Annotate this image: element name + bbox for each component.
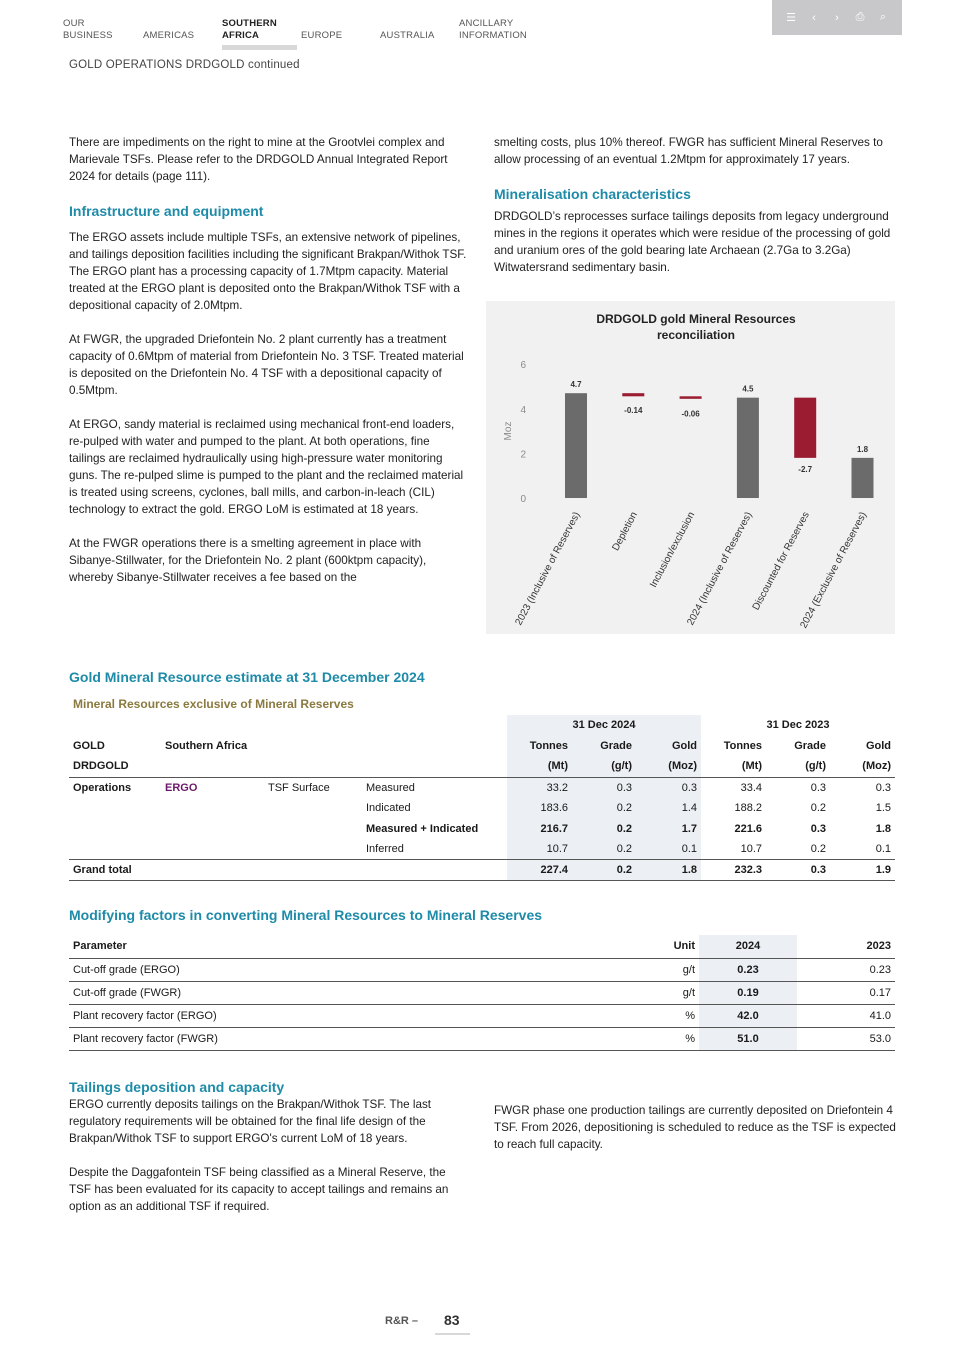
tonnes-2023: 188.2 bbox=[734, 802, 762, 815]
data-label: 4.5 bbox=[742, 384, 754, 394]
header-region: Southern Africa bbox=[165, 740, 248, 753]
grade-2023: 0.2 bbox=[810, 802, 826, 815]
grade-2023: 0.2 bbox=[766, 839, 830, 860]
value-2024: 0.19 bbox=[699, 981, 797, 1004]
gold-2024: 0.1 bbox=[636, 839, 701, 860]
grand-total-row bbox=[69, 860, 895, 881]
paragraph: At FWGR, the upgraded Driefontein No. 2 plant currently has a treatment capacity of 0.6Mtpm of material from Driefontein No. 3 TSF. Treated material is deposited on the Driefontein No. 4 TSF with a depositional capacity of 0.5Mtpm. bbox=[69, 333, 464, 397]
paragraph: Despite the Daggafontein TSF being classified as a Mineral Reserve, the TSF has been evaluated for its capacity to accept tailings and remains an option as an additional TSF if required. bbox=[69, 1166, 449, 1213]
y-tick-label: 0 bbox=[520, 494, 526, 505]
gold-2023: 1.9 bbox=[830, 860, 895, 881]
resource-table-subtitle: Mineral Resources exclusive of Mineral Reserves bbox=[73, 697, 354, 711]
tonnes-2024: 216.7 bbox=[507, 818, 572, 839]
grade-2023: 0.3 bbox=[810, 822, 826, 835]
paragraph: FWGR phase one production tailings are currently deposited on Driefontein 4 TSF. From 2026, depositioning is scheduled to reduce as the TSF is expected to reach full capacity. bbox=[494, 1104, 896, 1151]
chart-bar bbox=[680, 396, 702, 399]
period-header-row bbox=[69, 715, 895, 736]
modifying-factors-table bbox=[69, 935, 895, 1051]
chart-title-line2: reconciliation bbox=[656, 328, 736, 342]
grade-2024: 0.2 bbox=[572, 860, 636, 881]
unit: % bbox=[589, 1027, 699, 1050]
top-navigation bbox=[63, 18, 763, 58]
heading-infrastructure: Infrastructure and equipment bbox=[69, 203, 264, 219]
grade-2023: 0.3 bbox=[810, 781, 826, 794]
header-2024: 2024 bbox=[699, 935, 797, 958]
heading-tailings: Tailings deposition and capacity bbox=[69, 1079, 285, 1095]
value-2023: 53.0 bbox=[797, 1027, 895, 1050]
gold-2023: 0.1 bbox=[830, 839, 895, 860]
gold-2024: 1.8 bbox=[636, 860, 701, 881]
tonnes-2023: 232.3 bbox=[701, 860, 766, 881]
period-2023: 31 Dec 2023 bbox=[766, 719, 830, 732]
nav-label-line2: AFRICA bbox=[222, 30, 260, 41]
gold-2023: 1.8 bbox=[875, 822, 891, 835]
menu-icon[interactable]: ☰ bbox=[786, 12, 796, 24]
paragraph: DRDGOLD’s reprocesses surface tailings deposits from legacy underground mines in the regions it operates which were residue of the processing of gold and uranium ores of the gold bearing late Archaean (2.7Ga to 3.2Ga) Witwatersrand sedimentary basin. bbox=[494, 210, 891, 274]
grand-total-label: Grand total bbox=[69, 860, 161, 881]
category-label: Depletion bbox=[610, 510, 640, 553]
unit-header-row bbox=[69, 756, 895, 777]
heading-mineralisation: Mineralisation characteristics bbox=[494, 186, 691, 202]
reconciliation-chart bbox=[486, 301, 895, 634]
nav-our-business[interactable] bbox=[63, 18, 113, 42]
chart-bar bbox=[794, 398, 816, 458]
chart-bar bbox=[565, 393, 587, 498]
gold-2023: 1.5 bbox=[875, 802, 891, 815]
data-label: -0.06 bbox=[681, 409, 700, 419]
nav-label-line1: ANCILLARY bbox=[459, 18, 514, 29]
tonnes-2024: 10.7 bbox=[507, 839, 572, 860]
gold-2024: 1.4 bbox=[636, 798, 701, 819]
paragraph: There are impediments on the right to mine at the Grootvlei complex and Marievale TSFs. Please refer to the DRDGOLD Annual Integrated Report 2024 for details (page 111). bbox=[69, 136, 448, 183]
resource-table bbox=[69, 715, 895, 881]
header-company: DRDGOLD bbox=[69, 756, 161, 777]
parameter: Cut-off grade (FWGR) bbox=[69, 981, 589, 1004]
header-unit: Unit bbox=[589, 935, 699, 958]
category: Inferred bbox=[362, 839, 507, 860]
nav-label-line2: INFORMATION bbox=[459, 30, 527, 41]
tonnes-2023: 221.6 bbox=[734, 822, 762, 835]
value-2023: 0.23 bbox=[797, 958, 895, 981]
unit-tonnes-2024: (Mt) bbox=[507, 756, 572, 777]
table-row bbox=[69, 818, 895, 839]
tonnes-2024: 183.6 bbox=[507, 798, 572, 819]
operations-label: Operations bbox=[73, 781, 132, 794]
category-label: 2023 (Inclusive of Reserves) bbox=[513, 510, 583, 628]
chart-bar bbox=[622, 393, 644, 396]
tailings-left-column bbox=[69, 1078, 469, 1232]
header-2023: 2023 bbox=[797, 935, 895, 958]
gold-2024: 0.3 bbox=[636, 777, 701, 798]
gold-2023: 0.3 bbox=[875, 781, 891, 794]
nav-label-line2: AMERICAS bbox=[143, 30, 195, 41]
tonnes-2023: 33.4 bbox=[740, 781, 762, 794]
parameter: Cut-off grade (ERGO) bbox=[69, 958, 589, 981]
grade-2023: 0.3 bbox=[766, 860, 830, 881]
chevron-left-icon[interactable]: ‹ bbox=[812, 11, 816, 24]
chevron-right-icon[interactable]: › bbox=[835, 11, 839, 24]
paragraph: At ERGO, sandy material is reclaimed using mechanical front-end loaders, re-pulped with water and pumped to the plant. At both operations, fine tailings are reclaimed hydraulically using high-pressure water monitoring guns. The re-pulped slime is pumped to the plant and the reclaimed material is treated using screens, cyclones, ball mills, and carbon-in-leach (CIL) technology to extract the gold. ERGO LoM is estimated at 18 years. bbox=[69, 418, 464, 516]
table-row bbox=[69, 1004, 895, 1027]
left-column bbox=[69, 134, 469, 603]
modifying-header-row bbox=[69, 935, 895, 958]
right-column bbox=[494, 134, 896, 293]
table-row bbox=[69, 981, 895, 1004]
category-label: Inclusion/exclusion bbox=[648, 510, 698, 590]
unit: % bbox=[589, 1004, 699, 1027]
data-label: -0.14 bbox=[624, 406, 643, 416]
period-2024: 31 Dec 2024 bbox=[507, 715, 701, 736]
nav-ancillary-information[interactable] bbox=[459, 18, 527, 42]
y-tick-label: 2 bbox=[520, 449, 526, 461]
data-label: 4.7 bbox=[570, 380, 582, 390]
grade-2024: 0.3 bbox=[572, 777, 636, 798]
active-nav-indicator bbox=[222, 45, 297, 50]
header-tonnes-2024: Tonnes bbox=[507, 736, 572, 757]
table-row bbox=[69, 798, 895, 819]
unit: g/t bbox=[589, 958, 699, 981]
unit-tonnes-2023: (Mt) bbox=[701, 756, 766, 777]
chart-bar bbox=[737, 398, 759, 498]
unit: g/t bbox=[589, 981, 699, 1004]
table-row bbox=[69, 839, 895, 860]
table-row bbox=[69, 1027, 895, 1050]
grade-2024: 0.2 bbox=[572, 818, 636, 839]
section-header: GOLD OPERATIONS DRDGOLD continued bbox=[69, 59, 300, 71]
paragraph: At the FWGR operations there is a smelting agreement in place with Sibanye-Stillwater, for the Driefontein No. 2 plant (600ktpm capacity), whereby Sibanye-Stillwater receives a fee based on the bbox=[69, 537, 427, 584]
category: Measured + Indicated bbox=[366, 822, 479, 835]
search-icon[interactable]: ⌕ bbox=[879, 11, 887, 23]
value-2024: 51.0 bbox=[699, 1027, 797, 1050]
parameter: Plant recovery factor (ERGO) bbox=[69, 1004, 589, 1027]
toolbar bbox=[772, 0, 902, 35]
chart-bar bbox=[852, 458, 874, 498]
nav-label-line2: BUSINESS bbox=[63, 30, 113, 41]
grade-2024: 0.2 bbox=[572, 798, 636, 819]
nav-label-line1: SOUTHERN bbox=[222, 18, 277, 29]
grade-2024: 0.2 bbox=[572, 839, 636, 860]
value-2023: 0.17 bbox=[797, 981, 895, 1004]
data-label: -2.7 bbox=[798, 464, 813, 474]
unit-gold-2024: (Moz) bbox=[636, 756, 701, 777]
nav-southern-africa[interactable] bbox=[222, 18, 277, 42]
y-axis-label: Moz bbox=[503, 421, 514, 441]
table-row bbox=[69, 958, 895, 981]
category-label: 2024 (Inclusive of Reserves) bbox=[685, 510, 755, 628]
chart-title-line1: DRDGOLD gold Mineral Resources bbox=[596, 312, 796, 326]
unit-gold-2023: (Moz) bbox=[830, 756, 895, 777]
tonnes-2024: 33.2 bbox=[507, 777, 572, 798]
nav-label-line2: AUSTRALIA bbox=[380, 30, 435, 41]
header-grade-2023: Grade bbox=[794, 740, 826, 753]
parameter: Plant recovery factor (FWGR) bbox=[69, 1027, 589, 1050]
value-2024: 42.0 bbox=[699, 1004, 797, 1027]
unit-grade-2023: (g/t) bbox=[766, 756, 830, 777]
value-2023: 41.0 bbox=[797, 1004, 895, 1027]
resource-table-title: Gold Mineral Resource estimate at 31 December 2024 bbox=[69, 669, 425, 685]
chart-canvas bbox=[486, 301, 895, 634]
header-tonnes-2023: Tonnes bbox=[723, 740, 762, 753]
modifying-table-title: Modifying factors in converting Mineral Resources to Mineral Reserves bbox=[69, 907, 543, 923]
table-row bbox=[69, 777, 895, 798]
category-label: 2024 (Exclusive of Reserves) bbox=[798, 510, 870, 631]
nav-label-line2: EUROPE bbox=[301, 30, 343, 41]
footer-label: R&R – bbox=[385, 1315, 419, 1327]
nav-australia[interactable] bbox=[380, 18, 435, 42]
mine-name: ERGO bbox=[165, 781, 198, 794]
header-gold-2024: Gold bbox=[636, 736, 701, 757]
column-header-row bbox=[69, 736, 895, 757]
category-label: Discounted for Reserves bbox=[750, 510, 812, 613]
header-gold-2023: Gold bbox=[865, 740, 891, 753]
y-tick-label: 6 bbox=[520, 360, 526, 372]
category: Indicated bbox=[366, 802, 411, 815]
value-2024: 0.23 bbox=[699, 958, 797, 981]
page-number: 83 bbox=[444, 1312, 460, 1328]
deposit-type: TSF Surface bbox=[268, 781, 330, 794]
gold-2024: 1.7 bbox=[636, 818, 701, 839]
header-parameter: Parameter bbox=[69, 935, 589, 958]
paragraph: ERGO currently deposits tailings on the Brakpan/Withok TSF. The last regulatory requirements will be obtained for the final life design of the Brakpan/Withok TSF to support ERGO's current LoM of 18 years. bbox=[69, 1098, 432, 1145]
category: Measured bbox=[366, 781, 415, 794]
page-number-underline bbox=[435, 1333, 470, 1335]
paragraph: The ERGO assets include multiple TSFs, an extensive network of pipelines, and tailings deposition facilities including the significant Brakpan/Withok TSF. The ERGO plant has a processing capacity of 1.7Mtpm capacity. Material treated at the ERGO plant is deposited onto the Brakpan/Withok TSF with a depositional capacity of 2.0Mtpm. bbox=[69, 231, 467, 312]
paragraph: smelting costs, plus 10% thereof. FWGR has sufficient Mineral Reserves to allow processing of an eventual 1.2Mtpm for approximately 17 years. bbox=[494, 136, 883, 166]
nav-label-line1: OUR bbox=[63, 18, 85, 29]
unit-grade-2024: (g/t) bbox=[572, 756, 636, 777]
y-tick-label: 4 bbox=[520, 404, 526, 416]
nav-americas[interactable] bbox=[143, 18, 194, 42]
header-gold: GOLD bbox=[73, 740, 105, 753]
data-label: 1.8 bbox=[856, 444, 869, 454]
tonnes-2024: 227.4 bbox=[507, 860, 572, 881]
download-icon[interactable]: ⎙ bbox=[855, 11, 865, 23]
header-grade-2024: Grade bbox=[572, 736, 636, 757]
tonnes-2023: 10.7 bbox=[701, 839, 766, 860]
tailings-right-column bbox=[494, 1102, 896, 1170]
page-footer bbox=[380, 1312, 480, 1336]
nav-europe[interactable] bbox=[301, 18, 342, 42]
